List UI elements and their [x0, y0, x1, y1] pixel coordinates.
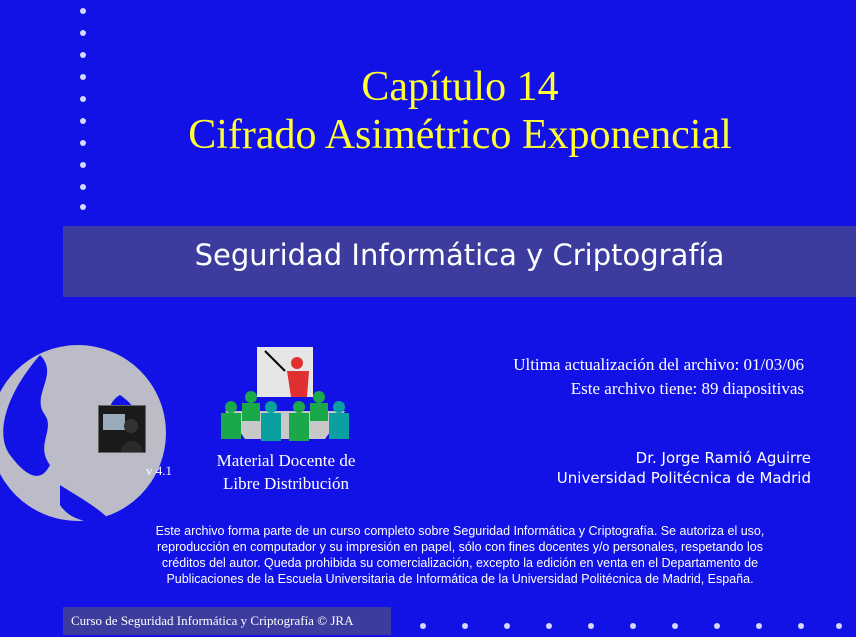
- decorative-dots-horizontal: [420, 623, 850, 631]
- version-label: v 4.1: [146, 463, 172, 478]
- footer-text: Curso de Seguridad Informática y Criptografía © JRA: [71, 613, 354, 628]
- author-name: Dr. Jorge Ramió Aguirre: [635, 449, 811, 467]
- presenter-audience-icon: [215, 345, 355, 445]
- material-line-1: Material Docente de: [216, 451, 356, 470]
- author-institution: Universidad Politécnica de Madrid: [556, 469, 811, 487]
- notice-line: créditos del autor. Queda prohibida su comercialización, excepto la edición en venta en el Departamento de: [161, 556, 759, 570]
- license-notice: [95, 523, 825, 587]
- author-photo: [98, 405, 146, 453]
- chapter-title: Capítulo 14: [361, 64, 559, 110]
- globe-logo-icon: [0, 335, 190, 530]
- notice-line: Este archivo forma parte de un curso completo sobre Seguridad Informática y Criptografía. Se autoriza el uso,: [155, 524, 765, 538]
- decorative-dots-vertical: [80, 8, 88, 218]
- last-updated: Ultima actualización del archivo: 01/03/06: [513, 355, 804, 374]
- course-name: Seguridad Informática y Criptografía: [194, 238, 725, 272]
- slide-count: Este archivo tiene: 89 diapositivas: [570, 379, 804, 398]
- notice-line: Publicaciones de la Escuela Universitaria de Informática de la Universidad Politécnica de Madrid, España.: [166, 572, 754, 586]
- chapter-subtitle: Cifrado Asimétrico Exponencial: [188, 112, 732, 158]
- notice-line: reproducción en computador y su impresión en papel, sólo con fines docentes y/o personales, respetando los: [157, 540, 763, 554]
- footer-bar: [63, 607, 391, 635]
- course-band: [63, 226, 856, 297]
- author-silhouette-icon: [99, 406, 145, 452]
- material-line-2: Libre Distribución: [222, 474, 350, 493]
